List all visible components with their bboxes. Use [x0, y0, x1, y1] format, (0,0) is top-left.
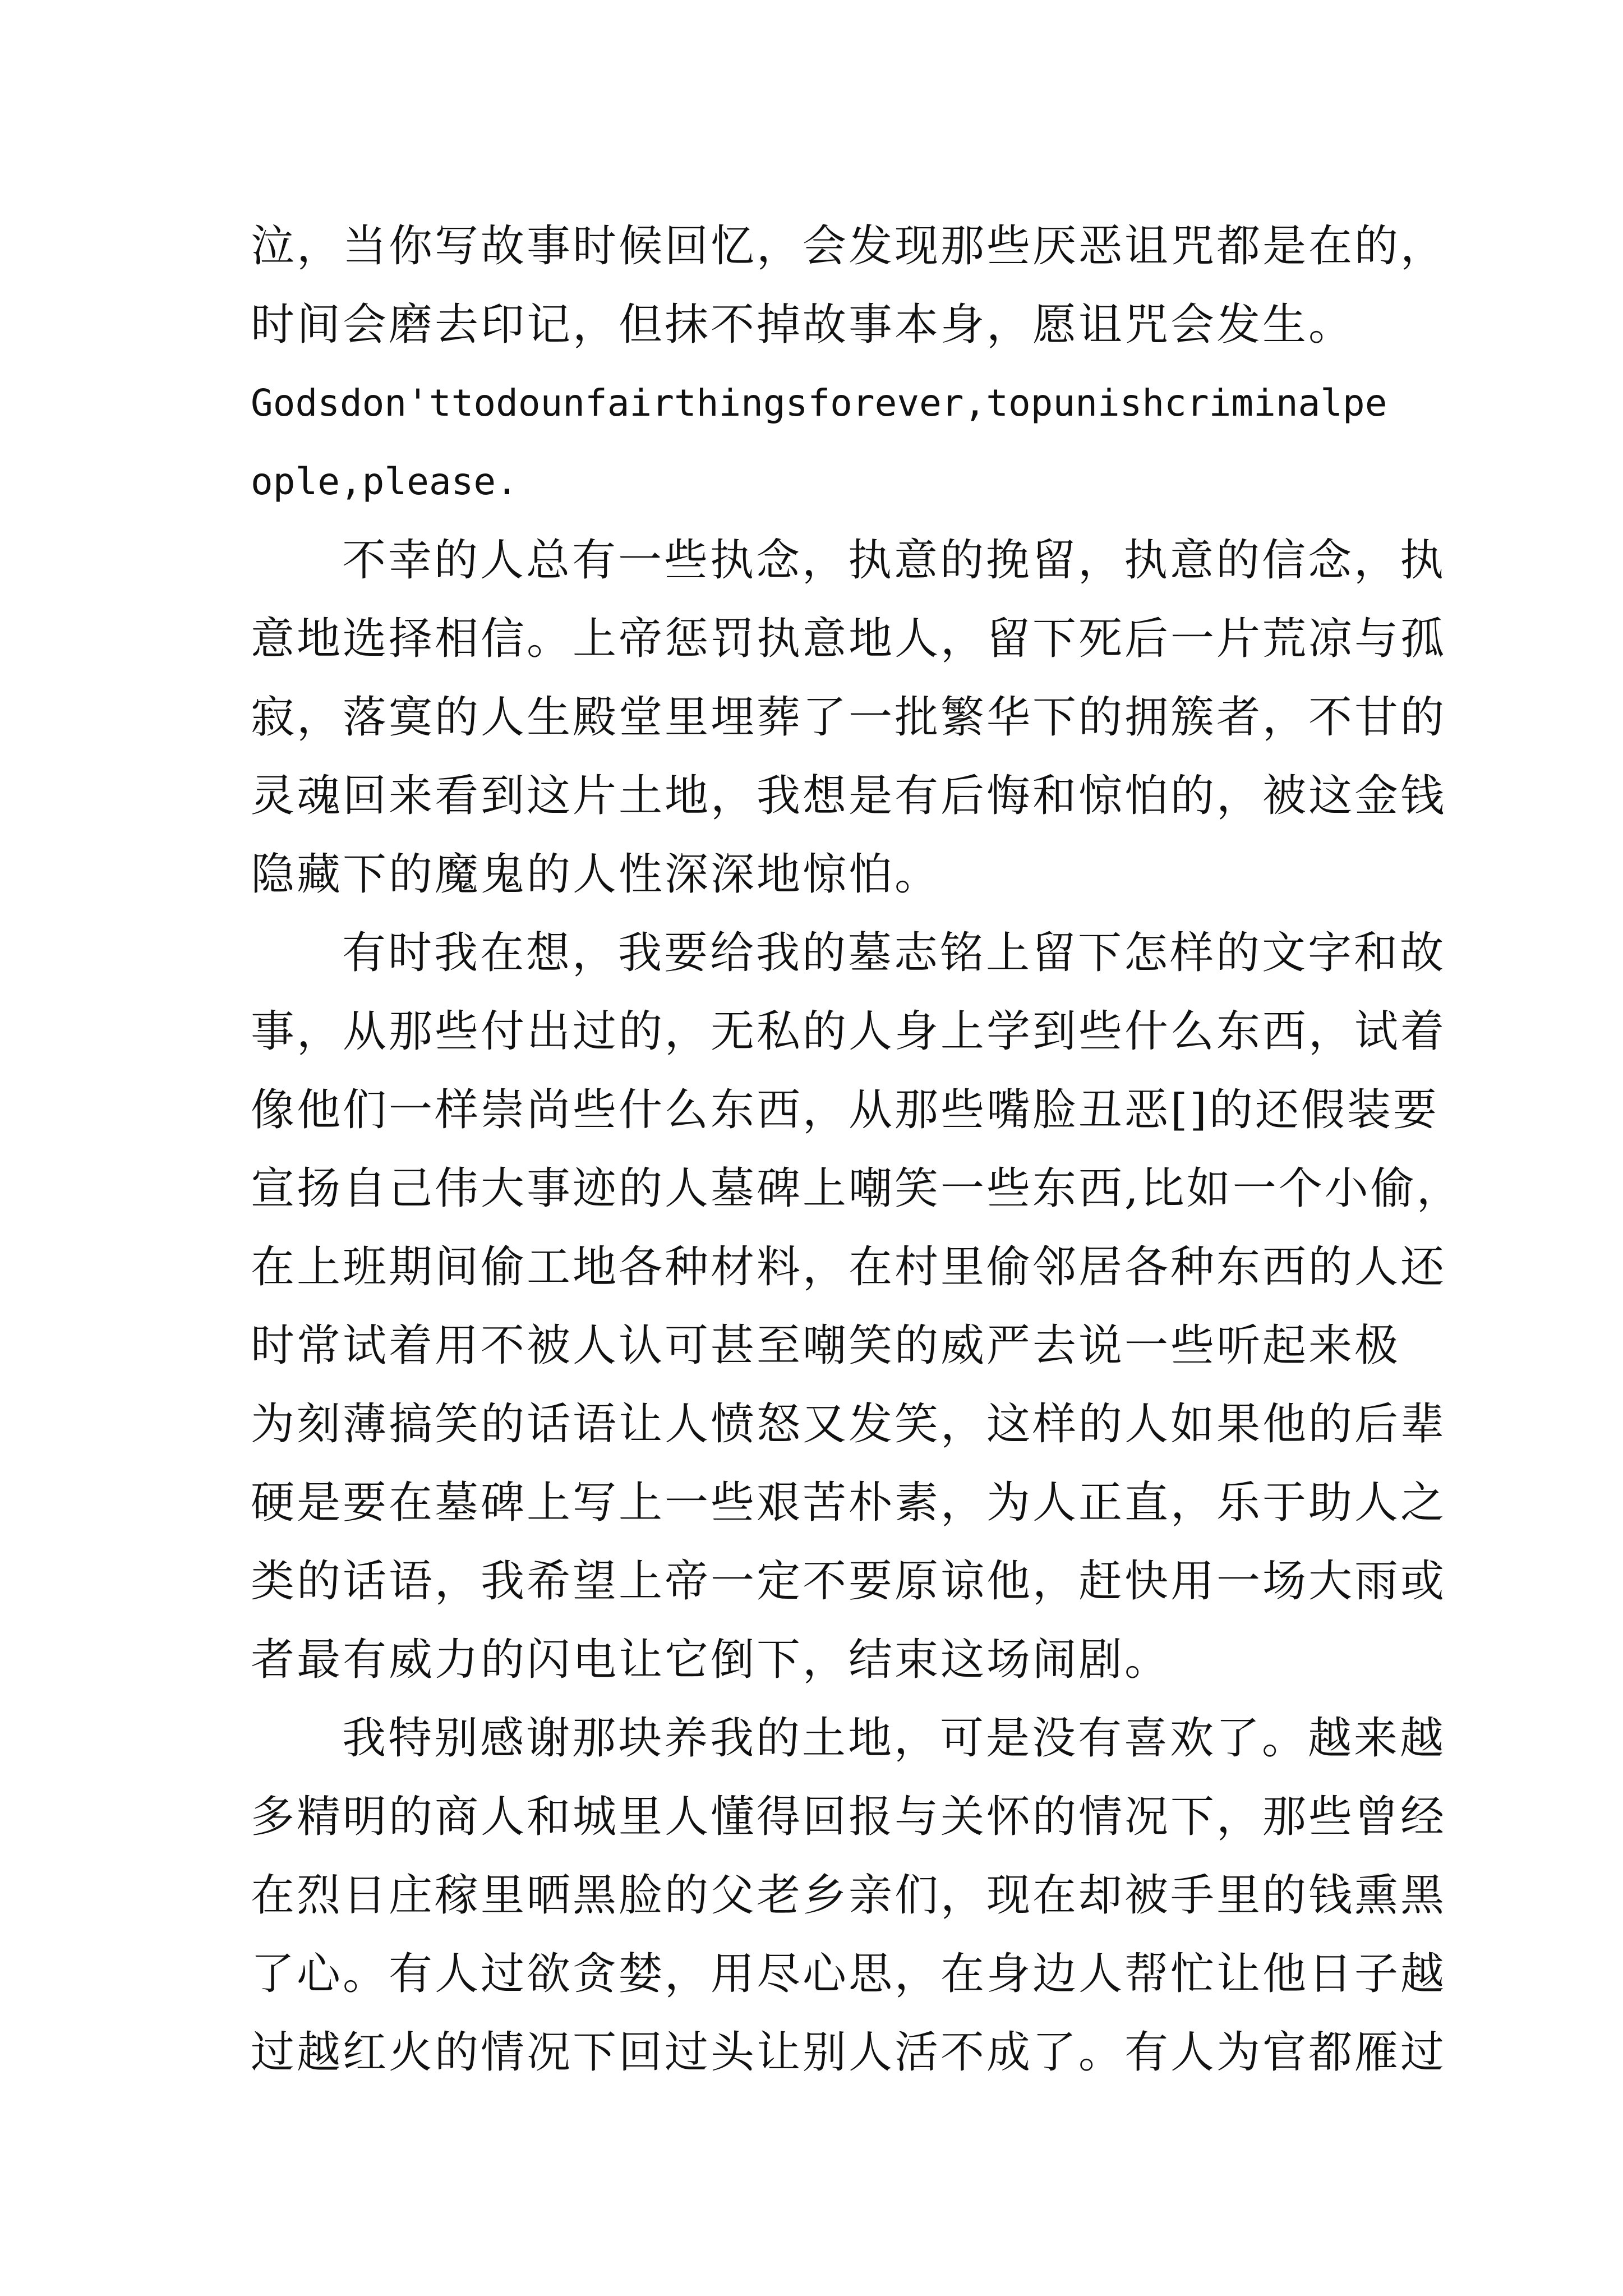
text-line: 泣，当你写故事时候回忆，会发现那些厌恶诅咒都是在的， — [251, 221, 1447, 272]
text-line: 者最有威力的闪电让它倒下，结束这场闹剧。 — [251, 1635, 1171, 1685]
text-line: 隐藏下的魔鬼的人性深深地惊怕。 — [251, 849, 941, 900]
text-line: 硬是要在墓碑上写上一些艰苦朴素，为人正直，乐于助人之 — [251, 1478, 1447, 1528]
text-line: 时间会磨去印记，但抹不掉故事本身，愿诅咒会发生。 — [251, 300, 1355, 350]
text-line: 过越红火的情况下回过头让别人活不成了。有人为官都雁过 — [251, 2027, 1447, 2078]
paragraph-first-line: 我特别感谢那块养我的土地，可是没有喜欢了。越来越 — [342, 1713, 1446, 1764]
text-line: 时常试着用不被人认可甚至嘲笑的威严去说一些听起来极 — [251, 1320, 1401, 1371]
text-line: Godsdon'ttodounfairthingsforever,topunishcriminalpe — [251, 381, 1387, 425]
text-line: 灵魂回来看到这片土地，我想是有后悔和惊怕的，被这金钱 — [251, 771, 1447, 821]
text-line: 类的话语，我希望上帝一定不要原谅他，赶快用一场大雨或 — [251, 1556, 1447, 1607]
text-line: 宣扬自己伟大事迹的人墓碑上嘲笑一些东西,比如一个小偷， — [251, 1163, 1463, 1214]
text-line: 事，从那些付出过的，无私的人身上学到些什么东西，试着 — [251, 1006, 1447, 1057]
text-line: 像他们一样崇尚些什么东西，从那些嘴脸丑恶[]的还假装要 — [251, 1085, 1439, 1135]
text-line: 寂，落寞的人生殿堂里埋葬了一批繁华下的拥簇者，不甘的 — [251, 692, 1447, 743]
paragraph-first-line: 不幸的人总有一些执念，执意的挽留，执意的信念，执 — [342, 535, 1446, 586]
text-line: ople,please. — [251, 460, 518, 503]
text-line: 多精明的商人和城里人懂得回报与关怀的情况下，那些曾经 — [251, 1792, 1447, 1842]
text-line: 在烈日庄稼里晒黑脸的父老乡亲们，现在却被手里的钱熏黑 — [251, 1870, 1447, 1921]
paragraph-first-line: 有时我在想，我要给我的墓志铭上留下怎样的文字和故 — [342, 928, 1446, 978]
text-line: 意地选择相信。上帝惩罚执意地人，留下死后一片荒凉与孤 — [251, 614, 1447, 664]
text-line: 了心。有人过欲贪婪，用尽心思，在身边人帮忙让他日子越 — [251, 1949, 1447, 1999]
text-line: 为刻薄搞笑的话语让人愤怒又发笑，这样的人如果他的后辈 — [251, 1399, 1447, 1450]
text-line: 在上班期间偷工地各种材料，在村里偷邻居各种东西的人还 — [251, 1242, 1447, 1292]
